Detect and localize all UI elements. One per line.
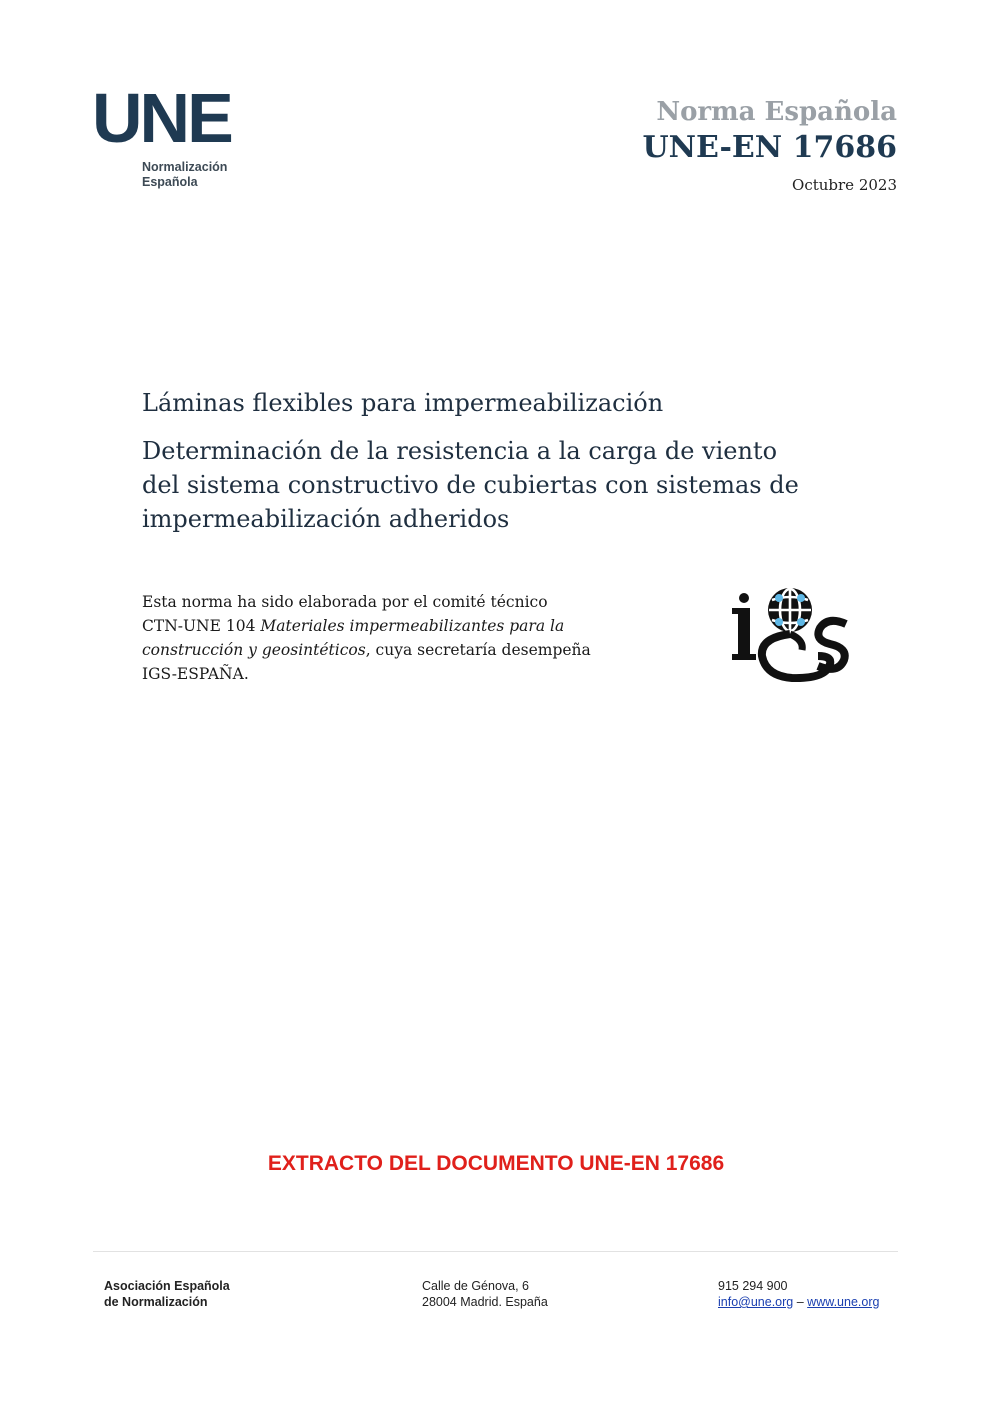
- footer-address: [422, 1278, 548, 1310]
- committee-name-part1: Materiales impermeabilizantes para la: [260, 617, 565, 635]
- committee-name-part2: construcción y geosintéticos: [142, 641, 366, 659]
- footer-contact: [718, 1278, 879, 1310]
- une-logo-text: UNE: [92, 79, 231, 157]
- footer-org-line2: de Normalización: [104, 1295, 208, 1309]
- title-subtitle-line2: del sistema constructivo de cubiertas con sistemas de: [142, 471, 799, 499]
- committee-secretariat: IGS-ESPAÑA.: [142, 665, 249, 683]
- une-logo-mark: [92, 79, 231, 157]
- footer-address-line1: Calle de Génova, 6: [422, 1279, 530, 1293]
- title-subtitle: [142, 434, 862, 536]
- email-link[interactable]: info@une.org: [718, 1295, 794, 1309]
- title-subtitle-line1: Determinación de la resistencia a la carga de viento: [142, 437, 778, 465]
- extract-notice: EXTRACTO DEL DOCUMENTO UNE-EN 17686: [267, 1152, 725, 1175]
- footer-links: [718, 1294, 879, 1310]
- footer-phone: 915 294 900: [718, 1279, 788, 1293]
- document-title: [142, 386, 862, 536]
- footer-organization: [104, 1278, 230, 1310]
- standard-header: [642, 96, 897, 194]
- committee-suffix: , cuya secretaría desempeña: [365, 641, 591, 659]
- une-logo: [92, 79, 231, 190]
- committee-line2: [142, 614, 642, 638]
- standard-date: Octubre 2023: [792, 176, 897, 194]
- committee-statement: [142, 590, 642, 686]
- title-main: Láminas flexibles para impermeabilización: [142, 389, 664, 417]
- website-link[interactable]: www.une.org: [807, 1295, 880, 1309]
- standard-label: Norma Española: [656, 97, 897, 127]
- committee-line3: [142, 638, 642, 662]
- une-logo-subtitle: [142, 160, 231, 190]
- footer-divider: [93, 1251, 898, 1252]
- footer-address-line2: 28004 Madrid. España: [422, 1295, 548, 1309]
- footer-org-line1: Asociación Española: [104, 1279, 230, 1293]
- committee-code: CTN-UNE 104: [142, 617, 256, 635]
- standard-code: UNE-EN 17686: [642, 130, 897, 165]
- une-logo-subtitle-line2: Española: [142, 175, 198, 189]
- footer-separator: –: [796, 1295, 804, 1309]
- igs-logo-icon: [730, 584, 852, 686]
- committee-line1: Esta norma ha sido elaborada por el comité técnico: [142, 593, 548, 611]
- title-subtitle-line3: impermeabilización adheridos: [142, 505, 510, 533]
- une-logo-subtitle-line1: Normalización: [142, 160, 228, 174]
